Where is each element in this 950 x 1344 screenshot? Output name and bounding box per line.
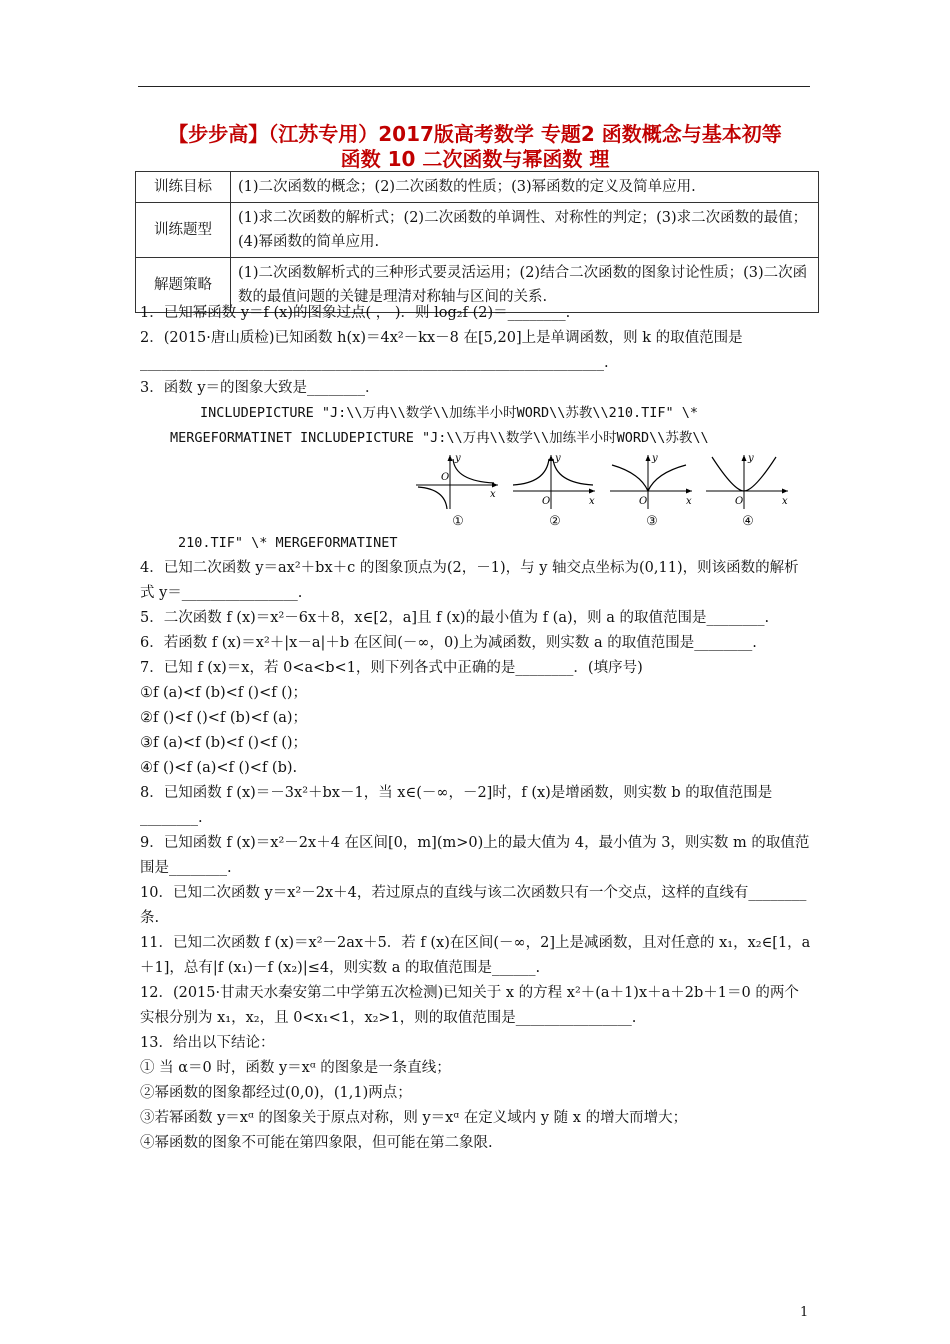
graph-axis-label: x bbox=[686, 496, 692, 507]
graph-axis-label: x bbox=[589, 496, 595, 507]
graph-axis-label: O bbox=[639, 496, 648, 507]
header-rule bbox=[138, 86, 810, 87]
graph-4 bbox=[702, 451, 794, 531]
graph-axis-label: O bbox=[441, 472, 450, 483]
graph-3 bbox=[606, 451, 698, 531]
q7-option: ④f ()<f (a)<f ()<f (b). bbox=[140, 760, 298, 776]
page-number: 1 bbox=[800, 1305, 809, 1320]
q13-option: ④幂函数的图象不可能在第四象限，但可能在第二象限. bbox=[140, 1135, 493, 1151]
question-9: 9．已知函数 f (x)＝x²－2x＋4 在区间[0，m](m>0)上的最大值为 4，最小值为 3，则实数 m 的取值范围是________. bbox=[140, 835, 810, 876]
graph-2 bbox=[509, 451, 601, 531]
question-2: 2．(2015·唐山质检)已知函数 h(x)＝4x²－kx－8 在[5,20]上是单调函数，则 k 的取值范围是________________________________________________________________. bbox=[140, 330, 743, 371]
graph-axis-label: y bbox=[748, 453, 754, 464]
graph-label: ① bbox=[452, 514, 464, 529]
table-head-cell: 解题策略 bbox=[136, 258, 231, 313]
question-3: 3．函数 y＝的图象大致是________． bbox=[140, 380, 380, 396]
doc-title-line-1: 【步步高】（江苏专用）2017版高考数学 专题2 函数概念与基本初等 bbox=[168, 122, 782, 146]
table-row bbox=[136, 203, 819, 258]
q13-option: ① 当 α＝0 时，函数 y＝xᵅ 的图象是一条直线； bbox=[140, 1060, 451, 1076]
graph-label: ③ bbox=[646, 514, 658, 529]
q7-option: ①f (a)<f (b)<f ()<f ()； bbox=[140, 685, 308, 701]
question-5: 5．二次函数 f (x)＝x²－6x＋8，x∈[2，a]且 f (x)的最小值为 f (a)，则 a 的取值范围是________. bbox=[140, 610, 770, 626]
question-8: 8．已知函数 f (x)＝－3x²＋bx－1，当 x∈(－∞，－2]时，f (x)是增函数，则实数 b 的取值范围是________. bbox=[140, 785, 773, 826]
table-head-cell: 训练题型 bbox=[136, 203, 231, 258]
graph-axis-label: y bbox=[555, 453, 561, 464]
question-list bbox=[140, 301, 812, 1156]
graph-label: ④ bbox=[742, 514, 754, 529]
table-head-cell: 训练目标 bbox=[136, 172, 231, 203]
include-field-line-3: 210.TIF" \* MERGEFORMATINET bbox=[178, 535, 398, 551]
q13-option: ③若幂函数 y＝xᵅ 的图象关于原点对称，则 y＝xᵅ 在定义域内 y 随 x 的增大而增大； bbox=[140, 1110, 688, 1126]
question-4: 4．已知二次函数 y＝ax²＋bx＋c 的图象顶点为(2，－1)，与 y 轴交点坐标为(0,11)，则该函数的解析式 y＝________________. bbox=[140, 560, 799, 601]
include-field-line-2: MERGEFORMATINET INCLUDEPICTURE "J:\\万冉\\数学\\加练半小时WORD\\苏教\\ bbox=[170, 430, 709, 446]
question-1: 1．已知幂函数 y＝f (x)的图象过点( ， )．则 log₂f (2)＝________. bbox=[140, 305, 571, 321]
question-11: 11．已知二次函数 f (x)＝x²－2ax＋5．若 f (x)在区间(－∞，2]上是减函数，且对任意的 x₁，x₂∈[1，a＋1]，总有|f (x₁)－f (x₂)|≤4，则实数 a 的取值范围是______. bbox=[140, 935, 811, 976]
q7-option: ②f ()<f ()<f (b)<f (a)； bbox=[140, 710, 308, 726]
training-table bbox=[135, 171, 819, 313]
q7-option: ③f (a)<f (b)<f ()<f ()； bbox=[140, 735, 308, 751]
table-content-cell: (1)二次函数的概念；(2)二次函数的性质；(3)幂函数的定义及简单应用. bbox=[231, 172, 819, 203]
question-7: 7．已知 f (x)＝x，若 0<a<b<1，则下列各式中正确的是________．(填序号) bbox=[140, 660, 643, 676]
graph-axis-label: x bbox=[782, 496, 788, 507]
graph-1 bbox=[412, 451, 504, 531]
graph-axis-label: O bbox=[735, 496, 744, 507]
table-content-cell: (1)二次函数解析式的三种形式要灵活运用；(2)结合二次函数的图象讨论性质；(3)二次函数的最值问题的关键是理清对称轴与区间的关系. bbox=[231, 258, 819, 313]
include-field-line-1: INCLUDEPICTURE "J:\\万冉\\数学\\加练半小时WORD\\苏教\\210.TIF" \* bbox=[200, 405, 698, 421]
graph-label: ② bbox=[549, 514, 561, 529]
question-13: 13．给出以下结论： bbox=[140, 1035, 275, 1051]
doc-title-line-2: 函数 10 二次函数与幂函数 理 bbox=[340, 147, 610, 171]
question-12: 12．(2015·甘肃天水秦安第二中学第五次检测)已知关于 x 的方程 x²＋(a＋1)x＋a＋2b＋1＝0 的两个实根分别为 x₁，x₂，且 0<x₁<1，x₂>1，则的取值范围是________________. bbox=[140, 985, 799, 1026]
question-10: 10．已知二次函数 y＝x²－2x＋4，若过原点的直线与该二次函数只有一个交点，这样的直线有________条. bbox=[140, 885, 807, 926]
graph-axis-label: O bbox=[542, 496, 551, 507]
q13-option: ②幂函数的图象都经过(0,0)，(1,1)两点； bbox=[140, 1085, 412, 1101]
graph-axis-label: x bbox=[490, 489, 496, 500]
function-graphs bbox=[140, 451, 812, 531]
question-6: 6．若函数 f (x)＝x²＋|x－a|＋b 在区间(－∞，0)上为减函数，则实数 a 的取值范围是________. bbox=[140, 635, 757, 651]
graph-axis-label: y bbox=[652, 453, 658, 464]
graph-axis-label: y bbox=[455, 453, 461, 464]
table-row bbox=[136, 172, 819, 203]
table-content-cell: (1)求二次函数的解析式；(2)二次函数的单调性、对称性的判定；(3)求二次函数的最值；(4)幂函数的简单应用. bbox=[231, 203, 819, 258]
